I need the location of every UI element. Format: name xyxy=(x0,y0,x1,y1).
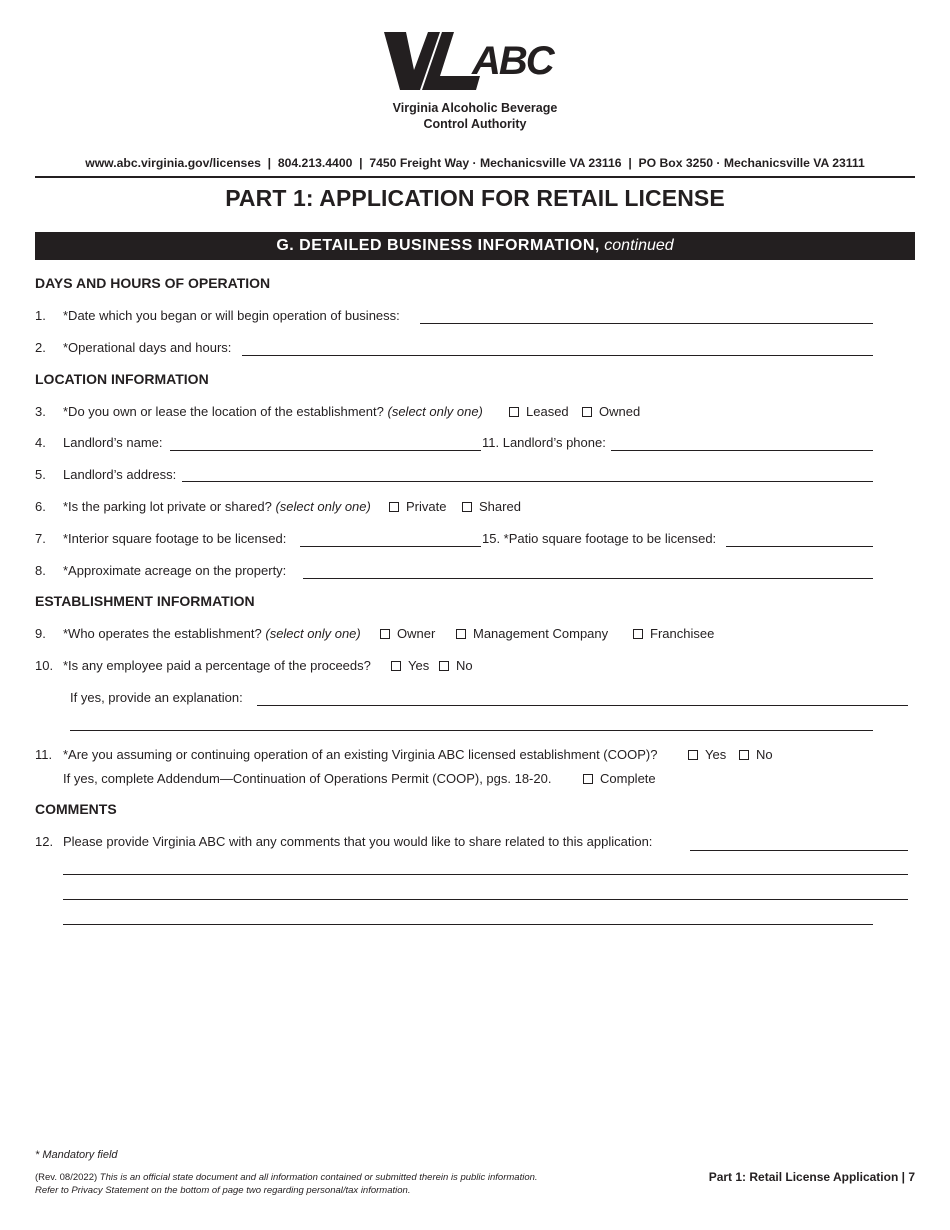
q8-label: *Approximate acreage on the property: xyxy=(63,563,287,578)
q1-number: 1. xyxy=(35,308,46,323)
interior-sqft-field[interactable] xyxy=(300,546,481,547)
explanation-label: If yes, provide an explanation: xyxy=(70,690,243,705)
checkbox-owner[interactable]: Owner xyxy=(380,626,435,641)
q3-hint: (select only one) xyxy=(387,404,483,419)
checkbox-shared[interactable]: Shared xyxy=(462,499,521,514)
q2-label: *Operational days and hours: xyxy=(63,340,232,355)
mandatory-field-note: * Mandatory field xyxy=(35,1149,118,1161)
comments-field-line3[interactable] xyxy=(63,899,908,900)
checkbox-management-company[interactable]: Management Company xyxy=(456,626,608,641)
checkbox-q10-yes[interactable]: Yes xyxy=(391,658,429,673)
q3-text: *Do you own or lease the location of the establishment? xyxy=(63,404,384,419)
footer-notice xyxy=(35,1171,595,1197)
q10-number: 10. xyxy=(35,658,54,673)
section-title: G. DETAILED BUSINESS INFORMATION, xyxy=(276,237,600,254)
public-info-notice: This is an official state document and all information contained or submitted therein is public information. xyxy=(99,1172,538,1183)
q8-number: 8. xyxy=(35,563,46,578)
q2-number: 2. xyxy=(35,340,46,355)
q11-number: 11. xyxy=(35,747,53,762)
q10-label: *Is any employee paid a percentage of the proceeds? xyxy=(63,658,371,673)
q6-text: *Is the parking lot private or shared? xyxy=(63,499,272,514)
q5-number: 5. xyxy=(35,467,46,482)
section-continued: continued xyxy=(604,237,674,254)
page-title: PART 1: APPLICATION FOR RETAIL LICENSE xyxy=(225,185,725,211)
explanation-field-line2[interactable] xyxy=(70,730,873,731)
q12-label: Please provide Virginia ABC with any comments that you would like to share related to this application: xyxy=(63,834,653,849)
checkbox-coop-complete[interactable]: Complete xyxy=(583,771,656,786)
q9-hint: (select only one) xyxy=(265,626,361,641)
q9-number: 9. xyxy=(35,626,46,641)
heading-location: LOCATION INFORMATION xyxy=(35,371,209,387)
landlord-name-field[interactable] xyxy=(170,450,481,451)
org-name-line1: Virginia Alcoholic Beverage xyxy=(392,101,558,115)
checkbox-private[interactable]: Private xyxy=(389,499,446,514)
org-name-line2: Control Authority xyxy=(423,117,527,131)
page-label: Part 1: Retail License Application | 7 xyxy=(708,1170,915,1184)
privacy-notice: Refer to Privacy Statement on the bottom of page two regarding personal/tax information. xyxy=(35,1185,411,1196)
q3-label xyxy=(63,404,483,419)
patio-sqft-label: 15. *Patio square footage to be licensed: xyxy=(482,531,717,546)
contact-info: www.abc.virginia.gov/licenses | 804.213.4400 | 7450 Freight Way · Mechanicsville VA 23116 | PO Box 3250 · Mechanicsville VA 23111 xyxy=(85,156,865,170)
heading-days-hours: DAYS AND HOURS OF OPERATION xyxy=(35,275,271,291)
q9-text: *Who operates the establishment? xyxy=(63,626,262,641)
q6-label xyxy=(63,499,371,514)
svg-text:ABC: ABC xyxy=(472,39,553,83)
q1-label: *Date which you began or will begin operation of business: xyxy=(63,308,400,323)
va-abc-logo xyxy=(384,30,564,92)
q1-start-date-field[interactable] xyxy=(420,323,873,324)
q9-label xyxy=(63,626,361,641)
acreage-field[interactable] xyxy=(303,578,873,579)
header-divider xyxy=(35,176,915,178)
patio-sqft-field[interactable] xyxy=(726,546,873,547)
checkbox-leased[interactable]: Leased xyxy=(509,404,569,419)
checkbox-owned[interactable]: Owned xyxy=(582,404,640,419)
landlord-phone-field[interactable] xyxy=(611,450,873,451)
checkbox-q11-yes[interactable]: Yes xyxy=(688,747,726,762)
checkbox-q11-no[interactable]: No xyxy=(739,747,773,762)
q4-label: Landlord’s name: xyxy=(63,435,163,450)
heading-comments: COMMENTS xyxy=(35,801,117,817)
revision-date: (Rev. 08/2022) xyxy=(35,1172,98,1183)
checkbox-franchisee[interactable]: Franchisee xyxy=(633,626,714,641)
comments-field-line2[interactable] xyxy=(63,874,908,875)
q4-number: 4. xyxy=(35,435,46,450)
comments-field-line1[interactable] xyxy=(690,850,908,851)
explanation-field-line1[interactable] xyxy=(257,705,908,706)
landlord-phone-label: 11. Landlord’s phone: xyxy=(482,435,606,450)
q6-hint: (select only one) xyxy=(275,499,371,514)
q7-label: *Interior square footage to be licensed: xyxy=(63,531,287,546)
q2-days-hours-field[interactable] xyxy=(242,355,873,356)
q7-number: 7. xyxy=(35,531,46,546)
heading-establishment: ESTABLISHMENT INFORMATION xyxy=(35,593,255,609)
q6-number: 6. xyxy=(35,499,46,514)
q12-number: 12. xyxy=(35,834,54,849)
checkbox-q10-no[interactable]: No xyxy=(439,658,473,673)
landlord-address-field[interactable] xyxy=(182,481,873,482)
q11-label: *Are you assuming or continuing operation of an existing Virginia ABC licensed establishment (COOP)? xyxy=(63,747,658,762)
section-header xyxy=(35,232,915,260)
q3-number: 3. xyxy=(35,404,46,419)
q5-label: Landlord’s address: xyxy=(63,467,177,482)
comments-field-line4[interactable] xyxy=(63,924,873,925)
q11-followup: If yes, complete Addendum—Continuation of Operations Permit (COOP), pgs. 18-20. xyxy=(63,771,552,786)
